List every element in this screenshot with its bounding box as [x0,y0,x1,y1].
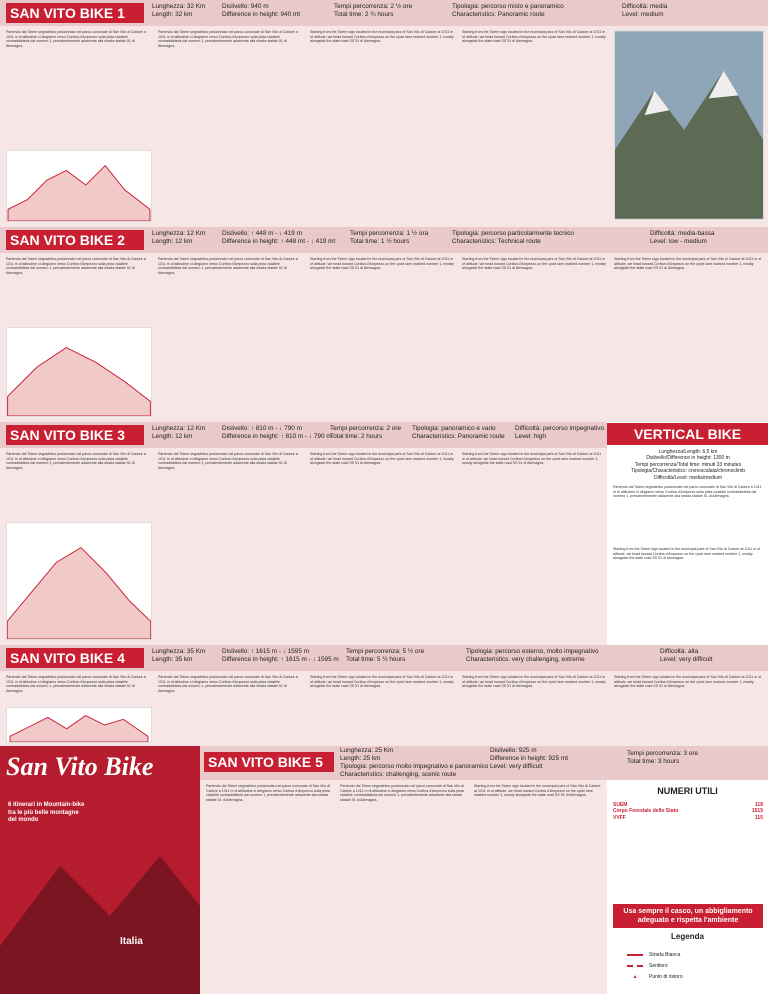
text-italian: Partendo dal Totem segnaletico posizionato nel parco comunale di San Vito di Cadore a 1011 m di altitudine ci dirigiamo verso Cortina d'Ampezzo sulla pista ciclabile contraddistinta dal numero 1, prevalentemente adiacente alla strada statale 51 di Alemagna. [6,30,146,48]
text-italian-2: Partendo dal Totem segnaletico posizionato nel parco comunale di San Vito di Cadore a 1011 m di altitudine ci dirigiamo verso Cortina d'Ampezzo sulla pista ciclabile contraddistinta dal numero 1, prevalentemente adiacente alla strada statale 51 di Alemagna. [158,257,298,275]
vertical-level: Difficoltà/Level: media/medium [654,474,722,481]
route-photo [614,30,764,220]
text-english-2: Starting from the Totem sign located in the municipal park of San Vito di Cadore at 1011 m of altitude, we head toward Cortina d'Ampezzo on the cycle lane marked number 1, mostly alongside the state road SS 51 di Alemagna. [462,30,606,44]
type-en: Characteristics: challenging, scenic route [340,771,457,778]
brand-logo: San Vito Bike [6,752,154,781]
legend-label: Punto di ristoro [649,974,683,980]
elevation-profile [6,707,152,743]
text-english-2: Starting from the Totem sign located in the municipal park of San Vito di Cadore at 1011 m of altitude, we head toward Cortina d'Ampezzo on the cycle lane marked number 1, mostly alongside the state road SS 51 di Alemagna. [462,452,602,466]
route-section-2 [0,227,768,422]
number-value: 118 [754,802,763,808]
type-it: Tipologia: panoramico e vario [412,425,496,432]
height-it: Dislivello: 925 m [490,747,537,754]
vertical-time: Tempi percorrenza/Total time: minuti 33 minutes [634,461,742,468]
text-english-2: Starting from the Totem sign located in the municipal park of San Vito di Cadore at 1011 m of altitude, we head toward Cortina d'Ampezzo on the cycle lane marked number 1, mostly alongside the state road SS 51 di Alemagna. [462,257,606,271]
length-en: Length: 12 km [152,238,193,245]
type-en: Characteristics: Panoramic route [412,433,505,440]
length-it: Lunghezza: 35 Km [152,648,206,655]
brand-background [0,746,200,994]
route-title: SAN VITO BIKE 1 [6,3,144,23]
vertical-text-it: Partendo dal Totem segnaletico posizionato nel parco comunale di San Vito di Cadore a 1011 m di altitudine ci dirigiamo verso Cortina d'Ampezzo sulla pista ciclabile contraddistinta dal numero 1, prevalentemente adiacente alla strada statale 51 di Alemagna. [613,485,762,499]
height-en: Difference in height: 940 mt [222,11,301,18]
legend-item [627,972,683,983]
vertical-title: VERTICAL BIKE [607,423,768,445]
time-it: Tempi percorrenza: 2 ore [330,425,402,432]
route-title: SAN VITO BIKE 4 [6,648,144,668]
length-en: Length: 25 km [340,755,381,762]
elevation-profile [6,150,152,222]
level-en: Level: medium [622,11,664,18]
text-english-3: Starting from the Totem sign located in the municipal park of San Vito di Cadore at 1011 m of altitude, we head toward Cortina d'Ampezzo on the cycle lane marked number 1, mostly alongside the state road SS 51 di Alemagna. [614,675,762,689]
height-en: Difference in height: ↑ 1615 m - ↓ 1595 m [222,656,339,663]
legend-label: Strada Bianca [649,952,681,958]
length-en: Length: 35 km [152,656,193,663]
route-title: SAN VITO BIKE 3 [6,425,144,445]
type-en: Characteristics: Technical route [452,238,541,245]
route-header-bar [0,422,607,448]
type-en: Characteristics: Panoramic route [452,11,545,18]
level-en: Level: high [515,433,546,440]
number-value: 115 [754,814,763,821]
text-english-3: Starting from the Totem sign located in the municipal park of San Vito di Cadore at 1011 m of altitude, we head toward Cortina d'Ampezzo on the cycle lane marked number 1, mostly alongside the state road SS 51 di Alemagna. [614,257,762,271]
number-label: SUEM [613,802,628,808]
length-it: Lunghezza: 12 Km [152,230,206,237]
time-it: Tempi percorrenza: 1 ½ ora [350,230,429,237]
vertical-length: Lunghezza/Length: 6,5 km [658,449,718,455]
level-en: Level: very difficult [490,763,543,770]
time-it: Tempi percorrenza: 3 ore [627,750,699,757]
legend-label: Sentiero [649,963,668,969]
type-it: Tipologia: percorso esterno, molto impegnativo [466,648,599,655]
text-italian: Partendo dal Totem segnaletico posizionato nel parco comunale di San Vito di Cadore a 1011 m di altitudine ci dirigiamo verso Cortina d'Ampezzo sulla pista ciclabile contraddistinta dal numero 1, prevalentemente adiacente alla strada statale 51 di Alemagna. [6,675,146,693]
route-title: SAN VITO BIKE 2 [6,230,144,250]
time-it: Tempi percorrenza: 5 ½ ore [346,648,425,655]
brand-panel [0,746,200,994]
route-section-3 [0,422,607,645]
length-it: Lunghezza: 12 Km [152,425,206,432]
length-it: Lunghezza: 32 Km [152,3,206,10]
route-5-time [607,746,768,780]
line-icon [627,954,643,956]
route-section-4 [0,645,768,746]
brand-tagline: 6 itinerari in Mountain-bike tra le più belle montagne del mondo [8,802,85,823]
route-header-bar [200,746,607,780]
vertical-height: Dislivello/Difference in height: 1300 m [646,455,730,462]
text-italian-2: Partendo dal Totem segnaletico posizionato nel parco comunale di San Vito di Cadore a 1011 m di altitudine ci dirigiamo verso Cortina d'Ampezzo sulla pista ciclabile contraddistinta dal numero 1, prevalentemente adiacente alla strada statale 51 di Alemagna. [158,452,298,470]
elevation-profile [6,522,152,640]
height-it: Dislivello: ↑ 448 m - ↓ 419 m [222,230,302,237]
refuge-icon: ▲ [632,974,638,980]
level-it: Difficoltà: alta [660,648,699,655]
height-en: Difference in height: ↑ 448 mt - ↓ 419 mt [222,238,336,245]
route-header-bar [0,645,768,671]
text-english-2: Starting from the Totem sign located in the municipal park of San Vito di Cadore at 1011 m of altitude, we head toward Cortina d'Ampezzo on the cycle lane marked number 1, mostly alongside the state road SS 51 di Alemagna. [462,675,606,689]
route-title: SAN VITO BIKE 5 [204,752,334,772]
text-english: Starting from the Totem sign located in the municipal park of San Vito di Cadore at 1011 m of altitude, we head toward Cortina d'Ampezzo on the cycle lane marked number 1, mostly alongside the state road SS 51 di Alemagna. [310,30,454,44]
text-italian-2: Partendo dal Totem segnaletico posizionato nel parco comunale di San Vito di Cadore a 1011 m di altitudine ci dirigiamo verso Cortina d'Ampezzo sulla pista ciclabile contraddistinta dal numero 1, prevalentemente adiacente alla strada statale 51 di Alemagna. [340,784,464,802]
route-section-1 [0,0,768,227]
type-it: Tipologia: percorso molto impegnativo e panoramico [340,763,489,770]
text-italian-2: Partendo dal Totem segnaletico posizionato nel parco comunale di San Vito di Cadore a 1011 m di altitudine ci dirigiamo verso Cortina d'Ampezzo sulla pista ciclabile contraddistinta dal numero 1, prevalentemente adiacente alla strada statale 51 di Alemagna. [158,675,298,693]
number-row [613,815,763,821]
length-en: Length: 12 km [152,433,193,440]
time-en: Total time: 2 hours [330,433,383,440]
time-en: Total time: 1 ½ hours [350,238,410,245]
numbers-title: NUMERI UTILI [657,786,718,796]
legend-item [627,961,683,972]
type-en: Characteristics: very challenging, extreme [466,656,585,663]
type-it: Tipologia: percorso misto e panoramico [452,3,564,10]
legend-panel [607,928,768,994]
level-en: Level: very difficult [660,656,713,663]
level-it: Difficoltà: media [622,3,668,10]
number-label: VVFF [613,814,626,821]
vertical-bike-panel [607,423,768,643]
time-en: Total time: 2 ¾ hours [334,11,394,18]
text-english: Starting from the Totem sign located in the municipal park of San Vito di Cadore at 1011 m of altitude, we head toward Cortina d'Ampezzo on the cycle lane marked number 1, mostly alongside the state road SS 51 di Alemagna. [310,452,454,466]
text-italian-2: Partendo dal Totem segnaletico posizionato nel parco comunale di San Vito di Cadore a 1011 m di altitudine ci dirigiamo verso Cortina d'Ampezzo sulla pista ciclabile contraddistinta dal numero 1, prevalentemente adiacente alla strada statale 51 di Alemagna. [158,30,298,48]
text-english: Starting from the Totem sign located in the municipal park of San Vito di Cadore at 1011 m of altitude, we head toward Cortina d'Ampezzo on the cycle lane marked number 1, mostly alongside the state road SS 51 di Alemagna. [310,257,454,271]
vertical-type: Tipologia/Characteristics: cronoscalata/chronoclimb [630,468,746,475]
elevation-profile [6,327,152,417]
height-it: Dislivello: ↑ 810 m - ↓ 790 m [222,425,302,432]
dashed-line-icon [627,965,643,967]
legend-title: Legenda [671,932,704,941]
height-en: Difference in height: 925 mt [490,755,569,762]
time-en: Total time: 5 ½ hours [346,656,406,663]
text-italian: Partendo dal Totem segnaletico posizionato nel parco comunale di San Vito di Cadore a 1011 m di altitudine ci dirigiamo verso Cortina d'Ampezzo sulla pista ciclabile contraddistinta dal numero 1, prevalentemente adiacente alla strada statale 51 di Alemagna. [6,452,146,470]
route-header-bar [0,0,768,26]
legend-item [627,950,683,961]
level-it: Difficoltà: percorso impegnativo [515,425,605,432]
number-value: 1515 [751,808,763,815]
route-header-bar [0,227,768,253]
height-it: Dislivello: ↑ 1615 m - ↓ 1595 m [222,648,310,655]
text-english: Starting from the Totem sign located in the municipal park of San Vito di Cadore at 1011 m of altitude, we head toward Cortina d'Ampezzo on the cycle lane marked number 1, mostly alongside the state road SS 51 di Alemagna. [474,784,601,798]
route-section-5 [200,746,607,994]
text-italian: Partendo dal Totem segnaletico posizionato nel parco comunale di San Vito di Cadore a 1011 m di altitudine ci dirigiamo verso Cortina d'Ampezzo sulla pista ciclabile contraddistinta dal numero 1, prevalentemente adiacente alla strada statale 51 di Alemagna. [6,257,146,275]
length-en: Length: 32 km [152,11,193,18]
safety-banner: Usa sempre il casco, un abbigliamento adeguato e rispetta l'ambiente [613,904,763,928]
level-it: Difficoltà: media-bassa [650,230,715,237]
vertical-text-en: Starting from the Totem sign located in the municipal park of San Vito di Cadore at 1011 m of altitude, we head toward Cortina d'Ampezzo on the cycle lane marked number 1, mostly alongside the state road SS 51 di Alemagna. [613,547,761,561]
length-it: Lunghezza: 25 Km [340,747,394,754]
time-it: Tempi percorrenza: 2 ½ ore [334,3,413,10]
time-en: Total time: 3 hours [627,758,680,765]
brand-country: Italia [120,936,143,947]
level-en: Level: low - medium [650,238,707,245]
text-italian: Partendo dal Totem segnaletico posizionato nel parco comunale di San Vito di Cadore a 1011 m di altitudine ci dirigiamo verso Cortina d'Ampezzo sulla pista ciclabile contraddistinta dal numero 1, prevalentemente adiacente alla strada statale 51 di Alemagna. [206,784,330,802]
height-it: Dislivello: 940 m [222,3,269,10]
height-en: Difference in height: ↑ 810 m - ↓ 790 m [222,433,332,440]
type-it: Tipologia: percorso particolarmente tecnico [452,230,574,237]
number-label: Corpo Forestale dello Stato [613,808,679,815]
text-english: Starting from the Totem sign located in the municipal park of San Vito di Cadore at 1011 m of altitude, we head toward Cortina d'Ampezzo on the cycle lane marked number 1, mostly alongside the state road SS 51 di Alemagna. [310,675,454,689]
